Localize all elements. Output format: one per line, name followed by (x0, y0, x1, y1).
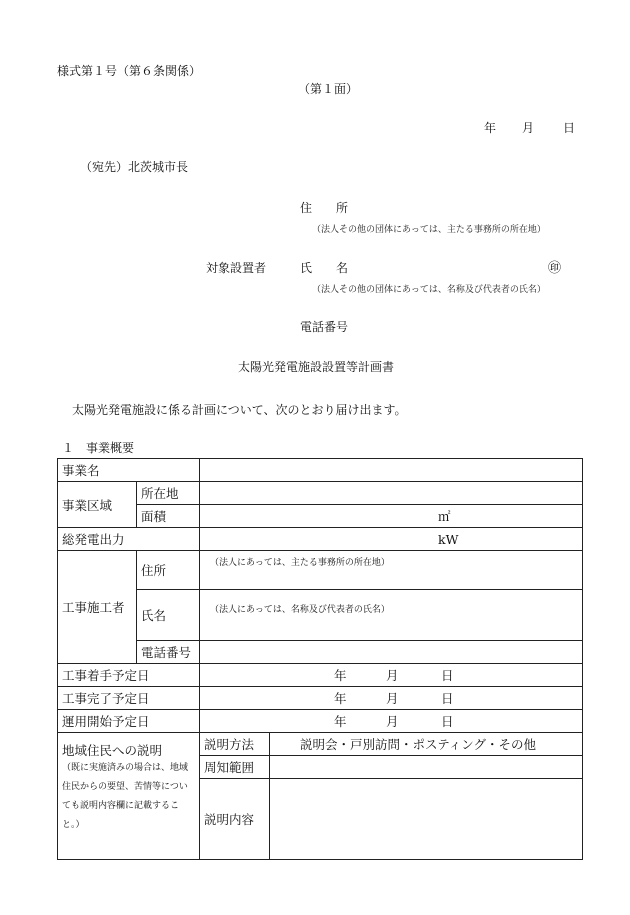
scope-field[interactable] (270, 756, 583, 779)
contractor-address-note: （法人にあっては、主たる事務所の所在地） (210, 558, 390, 568)
contractor-label: 工事施工者 (58, 551, 137, 664)
form-number: 様式第１号（第６条関係） (57, 64, 202, 78)
day-label: 日 (441, 714, 454, 729)
business-name-field[interactable] (200, 459, 583, 482)
year-label: 年 (334, 668, 347, 683)
content-field[interactable] (270, 779, 583, 860)
year-label: 年 (334, 714, 347, 729)
contractor-address-field[interactable] (200, 551, 583, 590)
name-note: （法人その他の団体にあっては、名称及び代表者の氏名） (312, 285, 546, 295)
start-date-field[interactable] (200, 664, 583, 687)
name-label: 氏 名 (300, 261, 349, 275)
address-note: （法人その他の団体にあっては、主たる事務所の所在地） (312, 225, 546, 235)
operation-date-label: 運用開始予定日 (58, 710, 200, 733)
contractor-phone-field[interactable] (200, 641, 583, 664)
contractor-name-field[interactable] (200, 590, 583, 641)
contractor-name-note: （法人にあっては、名称及び代表者の氏名） (210, 605, 390, 615)
installer-label: 対象設置者 (206, 261, 267, 275)
area-unit: ㎡ (438, 509, 451, 524)
location-label: 所在地 (137, 482, 200, 505)
location-field[interactable] (200, 482, 583, 505)
explanation-cell (58, 733, 200, 860)
business-area-label: 事業区域 (58, 482, 137, 528)
contractor-address-label: 住所 (137, 551, 200, 590)
addressee: （宛先）北茨城市長 (80, 160, 189, 174)
business-overview-table (57, 458, 583, 860)
explanation-note: （既に実施済みの場合は、地域住民からの要望、苦情等についても説明内容欄に記載すること。） (62, 763, 189, 830)
seal-icon: ㊞ (548, 261, 562, 276)
total-output-label: 総発電出力 (58, 528, 200, 551)
document-title: 太陽光発電施設設置等計画書 (238, 360, 395, 374)
scope-label: 周知範囲 (200, 756, 270, 779)
area-label: 面積 (137, 505, 200, 528)
content-label: 説明内容 (200, 779, 270, 860)
date-day-label: 日 (563, 121, 576, 135)
month-label: 月 (386, 691, 399, 706)
end-date-field[interactable] (200, 687, 583, 710)
day-label: 日 (441, 691, 454, 706)
month-label: 月 (386, 668, 399, 683)
business-name-label: 事業名 (58, 459, 200, 482)
section-heading: １ 事業概要 (62, 441, 135, 455)
year-label: 年 (334, 691, 347, 706)
month-label: 月 (386, 714, 399, 729)
contractor-phone-label: 電話番号 (137, 641, 200, 664)
method-options[interactable]: 説明会・戸別訪問・ポスティング・その他 (270, 733, 583, 756)
method-label: 説明方法 (200, 733, 270, 756)
total-output-field[interactable] (200, 528, 583, 551)
intro-text: 太陽光発電施設に係る計画について、次のとおり届け出ます。 (72, 403, 407, 417)
contractor-name-label: 氏名 (137, 590, 200, 641)
end-date-label: 工事完了予定日 (58, 687, 200, 710)
output-unit: kW (438, 531, 459, 547)
day-label: 日 (441, 668, 454, 683)
operation-date-field[interactable] (200, 710, 583, 733)
date-month-label: 月 (522, 121, 535, 135)
phone-label: 電話番号 (300, 320, 349, 334)
explanation-label: 地域住民への説明 (62, 743, 163, 758)
start-date-label: 工事着手予定日 (58, 664, 200, 687)
area-field[interactable] (200, 505, 583, 528)
page-indicator: （第１面） (298, 82, 359, 96)
date-year-label: 年 (484, 121, 497, 135)
address-label: 住 所 (300, 201, 349, 215)
